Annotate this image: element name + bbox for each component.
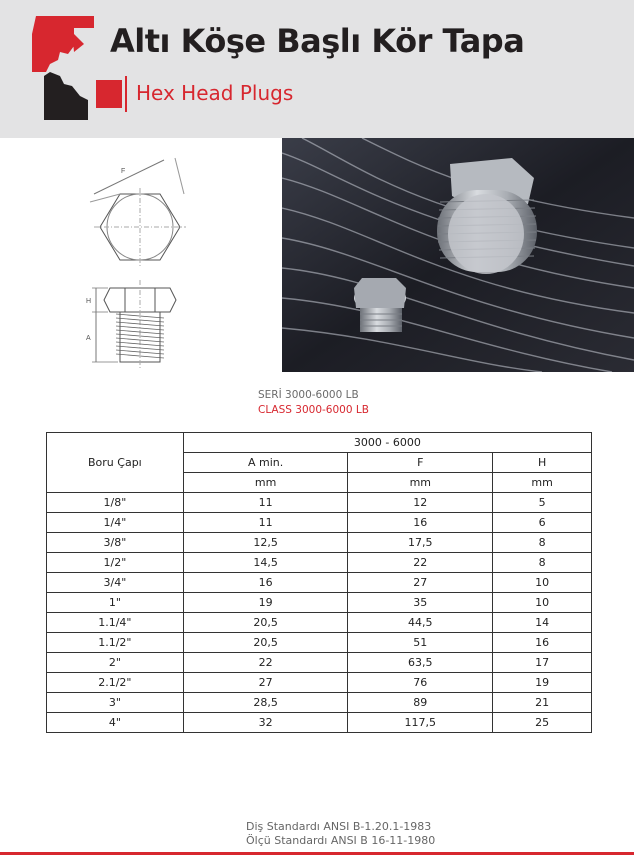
pipe-size-header: Boru Çapı: [47, 433, 184, 493]
dimension-cell: 76: [348, 673, 493, 693]
dimension-cell: 17,5: [348, 533, 493, 553]
table-row: [47, 493, 592, 513]
dimension-cell: 5: [493, 493, 592, 513]
pipe-size-cell: 1": [47, 593, 184, 613]
dimension-cell: 117,5: [348, 713, 493, 733]
table-row: [47, 613, 592, 633]
dimension-cell: 20,5: [183, 613, 348, 633]
dimension-cell: 16: [348, 513, 493, 533]
subtitle-divider: [125, 76, 127, 112]
pipe-size-cell: 4": [47, 713, 184, 733]
company-logo: [30, 14, 98, 122]
unit-cell: mm: [183, 473, 348, 493]
dimension-cell: 16: [493, 633, 592, 653]
dimension-cell: 6: [493, 513, 592, 533]
dimension-cell: 19: [493, 673, 592, 693]
dimension-cell: 12,5: [183, 533, 348, 553]
table-row: [47, 693, 592, 713]
large-plug: [437, 158, 537, 274]
standards-footer: [246, 820, 435, 848]
table-row: [47, 553, 592, 573]
table-row: [47, 513, 592, 533]
pipe-size-cell: 1/2": [47, 553, 184, 573]
thread-standard: Diş Standardı ANSI B-1.20.1-1983: [246, 820, 432, 833]
dimension-cell: 35: [348, 593, 493, 613]
pipe-size-cell: 1.1/2": [47, 633, 184, 653]
dimension-cell: 19: [183, 593, 348, 613]
column-header: H: [493, 453, 592, 473]
class-line: CLASS 3000-6000 LB: [258, 404, 369, 416]
dimension-standard: Ölçü Standardı ANSI B 16-11-1980: [246, 834, 436, 847]
column-header: A min.: [183, 453, 348, 473]
dimension-cell: 16: [183, 573, 348, 593]
dimension-cell: 32: [183, 713, 348, 733]
dimension-table: [46, 432, 592, 733]
pipe-size-cell: 3/8": [47, 533, 184, 553]
dimension-cell: 10: [493, 593, 592, 613]
dimension-cell: 17: [493, 653, 592, 673]
pipe-size-cell: 2": [47, 653, 184, 673]
pipe-size-cell: 3/4": [47, 573, 184, 593]
pipe-size-cell: 1/4": [47, 513, 184, 533]
dimension-cell: 8: [493, 533, 592, 553]
dimension-cell: 27: [348, 573, 493, 593]
label-f: F: [121, 168, 126, 175]
small-plug: [354, 278, 406, 332]
logo-red-square: [96, 80, 122, 108]
dimension-cell: 14,5: [183, 553, 348, 573]
table-row: [47, 633, 592, 653]
pipe-size-cell: 1.1/4": [47, 613, 184, 633]
dimension-cell: 28,5: [183, 693, 348, 713]
dimension-cell: 89: [348, 693, 493, 713]
table-row: [47, 713, 592, 733]
dimension-cell: 8: [493, 553, 592, 573]
dimension-cell: 44,5: [348, 613, 493, 633]
page-subtitle: Hex Head Plugs: [136, 81, 294, 105]
dimension-cell: 14: [493, 613, 592, 633]
series-line: SERİ 3000-6000 LB: [258, 389, 359, 401]
label-a: A: [86, 335, 91, 342]
dimension-cell: 22: [183, 653, 348, 673]
dimension-cell: 51: [348, 633, 493, 653]
table-row: [47, 673, 592, 693]
pipe-size-cell: 3": [47, 693, 184, 713]
dimension-cell: 11: [183, 513, 348, 533]
dimension-cell: 21: [493, 693, 592, 713]
column-header: F: [348, 453, 493, 473]
dimension-cell: 20,5: [183, 633, 348, 653]
technical-drawing: [80, 150, 230, 375]
page-title: Altı Köşe Başlı Kör Tapa: [110, 22, 525, 60]
table-row: [47, 653, 592, 673]
unit-cell: mm: [493, 473, 592, 493]
class-header: 3000 - 6000: [183, 433, 591, 453]
table-row: [47, 573, 592, 593]
pipe-size-cell: 2.1/2": [47, 673, 184, 693]
table-header-row: [47, 433, 592, 453]
unit-cell: mm: [348, 473, 493, 493]
dimension-cell: 25: [493, 713, 592, 733]
series-info: [258, 388, 369, 418]
dimension-cell: 27: [183, 673, 348, 693]
dimension-cell: 10: [493, 573, 592, 593]
dimension-cell: 22: [348, 553, 493, 573]
dimension-cell: 12: [348, 493, 493, 513]
pipe-size-cell: 1/8": [47, 493, 184, 513]
dimension-cell: 11: [183, 493, 348, 513]
product-photo: [282, 138, 634, 372]
header-band: [0, 0, 634, 138]
label-h: H: [86, 298, 92, 305]
table-row: [47, 533, 592, 553]
dimension-cell: 63,5: [348, 653, 493, 673]
table-row: [47, 593, 592, 613]
